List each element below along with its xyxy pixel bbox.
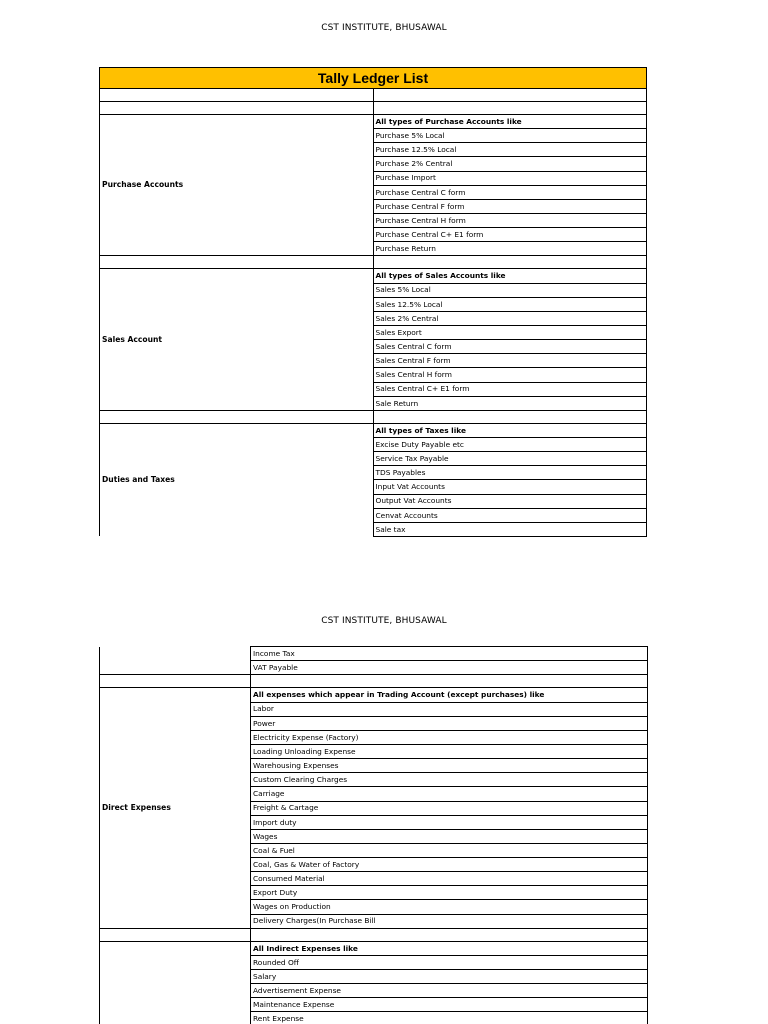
ledger-row	[100, 115, 647, 129]
ledger-item: Purchase Central C+ E1 form	[373, 228, 647, 242]
ledger-item: Output Vat Accounts	[373, 494, 647, 508]
ledger-item: Freight & Cartage	[251, 801, 648, 815]
ledger-item: Sales Export	[373, 325, 647, 339]
empty-cell	[373, 256, 647, 269]
ledger-group-name-continued	[100, 647, 251, 675]
ledger-item: Excise Duty Payable etc	[373, 437, 647, 451]
ledger-title: Tally Ledger List	[100, 68, 647, 89]
empty-cell	[251, 928, 648, 941]
ledger-group-name: Sales Account	[100, 269, 374, 410]
empty-cell	[100, 410, 374, 423]
ledger-item: Sales Central C form	[373, 340, 647, 354]
ledger-item: Export Duty	[251, 886, 648, 900]
ledger-item: Purchase Return	[373, 242, 647, 256]
ledger-group-name: Purchase Accounts	[100, 115, 374, 256]
page-header: CST INSTITUTE, BHUSAWAL	[321, 23, 447, 33]
ledger-item: Consumed Material	[251, 872, 648, 886]
ledger-item: Coal, Gas & Water of Factory	[251, 858, 648, 872]
ledger-row	[100, 269, 647, 283]
blank-row	[100, 410, 647, 423]
ledger-item: Cenvat Accounts	[373, 508, 647, 522]
ledger-group-description: All types of Taxes like	[373, 423, 647, 437]
ledger-group-description: All types of Purchase Accounts like	[373, 115, 647, 129]
ledger-item: Salary	[251, 970, 648, 984]
empty-cell	[373, 102, 647, 115]
ledger-item: Rent Expense	[251, 1012, 648, 1024]
title-row	[100, 68, 647, 89]
ledger-item: Sales 2% Central	[373, 311, 647, 325]
ledger-table-page-2	[99, 646, 648, 1024]
page-header: CST INSTITUTE, BHUSAWAL	[321, 616, 447, 626]
ledger-item: Input Vat Accounts	[373, 480, 647, 494]
empty-cell	[100, 102, 374, 115]
ledger-row	[100, 647, 648, 661]
blank-row	[100, 256, 647, 269]
ledger-row	[100, 688, 648, 702]
ledger-item: Sales Central F form	[373, 354, 647, 368]
ledger-item: Warehousing Expenses	[251, 759, 648, 773]
empty-cell	[100, 675, 251, 688]
ledger-row	[100, 941, 648, 955]
ledger-table-page-1	[99, 67, 647, 537]
blank-row	[100, 928, 648, 941]
ledger-item: Service Tax Payable	[373, 452, 647, 466]
ledger-row	[100, 423, 647, 437]
ledger-item: Labor	[251, 702, 648, 716]
ledger-item: VAT Payable	[251, 661, 648, 675]
empty-cell	[100, 89, 374, 102]
empty-cell	[373, 89, 647, 102]
ledger-item: Sale Return	[373, 396, 647, 410]
ledger-item: Purchase Central C form	[373, 185, 647, 199]
ledger-item: Sales Central C+ E1 form	[373, 382, 647, 396]
empty-cell	[100, 928, 251, 941]
ledger-item: Delivery Charges(In Purchase Bill	[251, 914, 648, 928]
ledger-item: TDS Payables	[373, 466, 647, 480]
ledger-item: Power	[251, 716, 648, 730]
ledger-item: Custom Clearing Charges	[251, 773, 648, 787]
ledger-item: Purchase Import	[373, 171, 647, 185]
ledger-item: Advertisement Expense	[251, 984, 648, 998]
ledger-item: Import duty	[251, 815, 648, 829]
ledger-item: Purchase 5% Local	[373, 129, 647, 143]
ledger-item: Sales Central H form	[373, 368, 647, 382]
ledger-item: Rounded Off	[251, 955, 648, 969]
ledger-group-description: All Indirect Expenses like	[251, 941, 648, 955]
ledger-item: Maintenance Expense	[251, 998, 648, 1012]
ledger-group-description: All types of Sales Accounts like	[373, 269, 647, 283]
ledger-item: Loading Unloading Expense	[251, 744, 648, 758]
blank-row	[100, 675, 648, 688]
blank-row	[100, 102, 647, 115]
ledger-item: Sales 5% Local	[373, 283, 647, 297]
ledger-group-name: Direct Expenses	[100, 688, 251, 928]
ledger-item: Wages	[251, 829, 648, 843]
ledger-item: Purchase Central H form	[373, 213, 647, 227]
ledger-item: Electricity Expense (Factory)	[251, 730, 648, 744]
ledger-item: Purchase 12.5% Local	[373, 143, 647, 157]
ledger-group-name: Duties and Taxes	[100, 423, 374, 536]
blank-row	[100, 89, 647, 102]
ledger-item: Sale tax	[373, 522, 647, 536]
ledger-item: Wages on Production	[251, 900, 648, 914]
ledger-group-name	[100, 941, 251, 1024]
empty-cell	[373, 410, 647, 423]
ledger-item: Purchase 2% Central	[373, 157, 647, 171]
ledger-item: Sales 12.5% Local	[373, 297, 647, 311]
ledger-item: Coal & Fuel	[251, 843, 648, 857]
ledger-item: Carriage	[251, 787, 648, 801]
empty-cell	[100, 256, 374, 269]
ledger-group-description: All expenses which appear in Trading Account (except purchases) like	[251, 688, 648, 702]
ledger-item: Income Tax	[251, 647, 648, 661]
empty-cell	[251, 675, 648, 688]
ledger-item: Purchase Central F form	[373, 199, 647, 213]
